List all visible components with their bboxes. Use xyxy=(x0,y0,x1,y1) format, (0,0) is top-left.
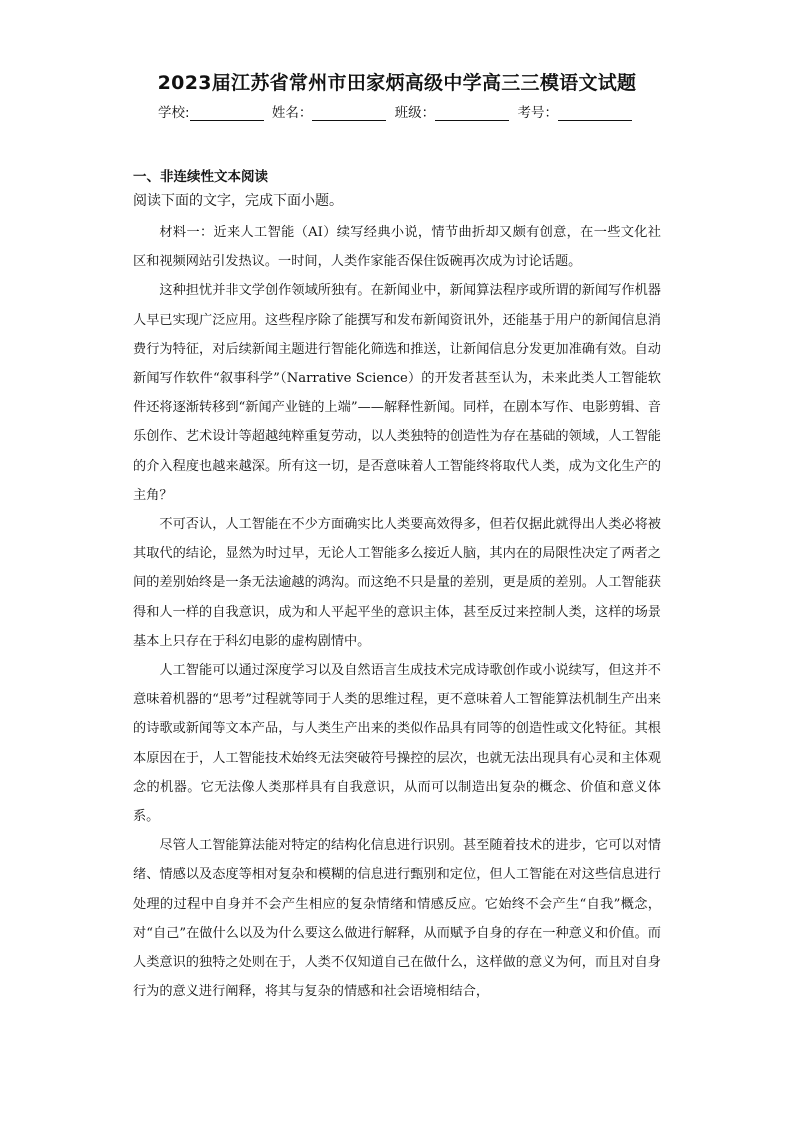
info-label: 姓名： xyxy=(271,105,313,121)
info-field-exam-number xyxy=(517,101,636,121)
student-info-line xyxy=(0,101,794,121)
info-label: 考号： xyxy=(517,105,558,121)
info-label: 班级： xyxy=(394,105,436,121)
info-field-school xyxy=(158,101,268,121)
reading-instruction: 阅读下面的文字，完成下面小题。 xyxy=(133,193,343,209)
class-blank[interactable] xyxy=(435,106,509,121)
reading-passage xyxy=(133,218,661,1006)
name-blank[interactable] xyxy=(312,106,386,121)
exam-number-blank[interactable] xyxy=(558,106,632,121)
paragraph: 不可否认，人工智能在不少方面确实比人类要高效得多，但若仅据此就得出人类必将被其取代的结论，显然为时过早，无论人工智能多么接近人脑，其内在的局限性决定了两者之间的差别始终是一条无法逾越的鸿沟。而这绝不只是量的差别，更是质的差别。人工智能获得和人一样的自我意识，成为和人平起平坐的意识主体，甚至反过来控制人类，这样的场景基本上只存在于科幻电影的虚构剧情中。 xyxy=(133,517,661,649)
paragraph: 人工智能可以通过深度学习以及自然语言生成技术完成诗歌创作或小说续写，但这并不意味着机器的“思考”过程就等同于人类的思维过程，更不意味着人工智能算法机制生产出来的诗歌或新闻等文本产品，与人类生产出来的类似作品具有同等的创造性或文化特征。其根本原因在于，人工智能技术始终无法突破符号操控的层次，也就无法出现具有心灵和主体观念的机器。它无法像人类那样具有自我意识，从而可以制造出复杂的概念、价值和意义体系。 xyxy=(133,663,661,825)
paragraph: 材料一：近来人工智能（AI）续写经典小说，情节曲折却又颇有创意，在一些文化社区和视频网站引发热议。一时间，人类作家能否保住饭碗再次成为讨论话题。 xyxy=(133,225,661,270)
paragraph: 这种担忧并非文学创作领域所独有。在新闻业中，新闻算法程序或所谓的新闻写作机器人早已实现广泛应用。这些程序除了能撰写和发布新闻资讯外，还能基于用户的新闻信息消费行为特征，对后续新闻主题进行智能化筛选和推送，让新闻信息分发更加准确有效。自动新闻写作软件“叙事科学”（Narrative Science）的开发者甚至认为，未来此类人工智能软件还将逐渐转移到“新闻产业链的上端”——解释性新闻。同样，在剧本写作、电影剪辑、音乐创作、艺术设计等超越纯粹重复劳动，以人类独特的创造性为存在基础的领域，人工智能的介入程度也越来越深。所有这一切，是否意味着人工智能终将取代人类，成为文化生产的主角？ xyxy=(133,283,661,503)
school-blank[interactable] xyxy=(190,106,264,121)
paragraph: 尽管人工智能算法能对特定的结构化信息进行识别。甚至随着技术的进步，它可以对情绪、情感以及态度等相对复杂和模糊的信息进行甄别和定位，但人工智能在对这些信息进行处理的过程中自身并不会产生相应的复杂情绪和情感反应。它始终不会产生“自我”概念，对“自己”在做什么以及为什么要这么做进行解释，从而赋予自身的存在一种意义和价值。而人类意识的独特之处则在于，人类不仅知道自己在做什么，这样做的意义为何，而且对自身行为的意义进行阐释，将其与复杂的情感和社会语境相结合， xyxy=(133,838,661,1000)
info-label: 学校: xyxy=(158,105,190,121)
info-field-name xyxy=(272,101,391,121)
section-heading: 一、非连续性文本阅读 xyxy=(133,169,268,185)
info-field-class xyxy=(395,101,514,121)
exam-title: 2023届江苏省常州市田家炳高级中学高三三模语文试题 xyxy=(157,72,637,94)
